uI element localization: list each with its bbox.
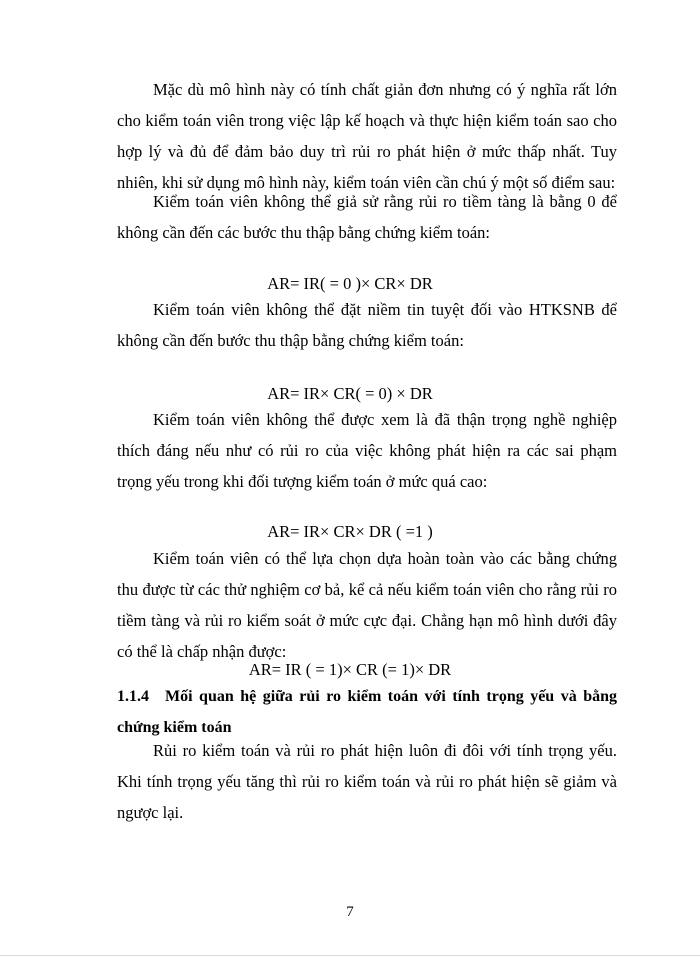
section-title: Mối quan hệ giữa rủi ro kiểm toán với tính trọng yếu và bằng chứng kiểm toán <box>117 688 617 736</box>
section-heading <box>117 681 617 743</box>
paragraph-1 <box>117 74 617 198</box>
paragraph-3 <box>117 294 617 356</box>
paragraph-5 <box>117 543 617 667</box>
section-number: 1.1.4 <box>117 688 149 705</box>
page-number: 7 <box>346 904 354 920</box>
paragraph-4 <box>117 404 617 497</box>
paragraph-2 <box>117 186 617 248</box>
formula-1: AR= IR( = 0 )× CR× DR <box>267 274 433 293</box>
formula-2: AR= IR× CR( = 0) × DR <box>267 384 433 403</box>
paragraph-4-text: Kiểm toán viên không thể được xem là đã thận trọng nghề nghiệp thích đáng nếu như có rủi ro của việc không phát hiện ra các sai phạm trọng yếu trong khi đối tượng kiểm toán ở mức quá cao: <box>117 410 617 491</box>
formula-3: AR= IR× CR× DR ( =1 ) <box>267 522 433 541</box>
paragraph-3-text: Kiểm toán viên không thể đặt niềm tin tuyệt đối vào HTKSNB để không cần đến bước thu thập bằng chứng kiểm toán: <box>117 300 617 350</box>
paragraph-1-text: Mặc dù mô hình này có tính chất giản đơn nhưng có ý nghĩa rất lớn cho kiểm toán viên trong việc lập kế hoạch và thực hiện kiểm toán sao cho hợp lý và đủ để đảm bảo duy trì rủi ro phát hiện ở mức thấp nhất. Tuy nhiên, khi sử dụng mô hình này, kiểm toán viên cần chú ý một số điểm sau: <box>117 80 617 192</box>
paragraph-5-text: Kiểm toán viên có thể lựa chọn dựa hoàn toàn vào các bằng chứng thu được từ các thử nghiệm cơ bả, kể cả nếu kiểm toán viên cho rằng rủi ro tiềm tàng và rủi ro kiểm soát ở mức cực đại. Chẳng hạn mô hình dưới đây có thể là chấp nhận được: <box>117 549 617 661</box>
formula-4: AR= IR ( = 1)× CR (= 1)× DR <box>248 660 452 679</box>
page-bottom-divider <box>0 955 700 956</box>
paragraph-2-text: Kiểm toán viên không thể giả sử rằng rủi ro tiềm tàng là bằng 0 để không cần đến các bước thu thập bằng chứng kiểm toán: <box>117 192 617 242</box>
paragraph-6 <box>117 735 617 828</box>
paragraph-6-text: Rủi ro kiểm toán và rủi ro phát hiện luôn đi đôi với tính trọng yếu. Khi tính trọng yếu tăng thì rủi ro kiểm toán và rủi ro phát hiện sẽ giảm và ngược lại. <box>117 741 617 822</box>
